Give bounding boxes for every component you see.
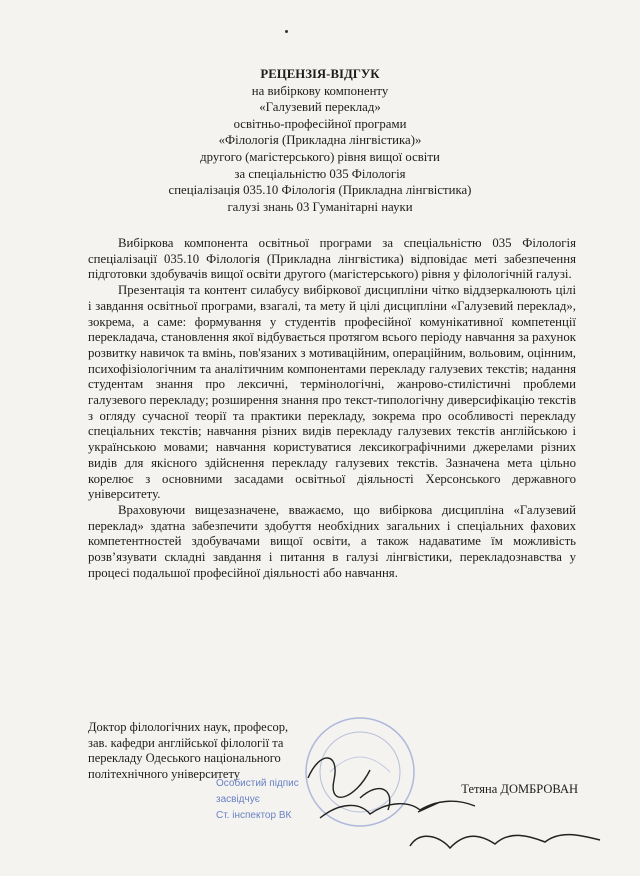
header-line: спеціалізація 035.10 Філологія (Прикладна лінгвістика) xyxy=(168,183,472,198)
paragraph-1: Вибіркова компонента освітньої програми за спеціальністю 035 Філологія спеціалізації 035.10 Філологія (Прикладна лінгвістика) відповідає меті забезпечення підготовки здобувачів вищої освіти другого (магістерського) рівня у філологічній галузі. xyxy=(88,236,576,282)
document-title: РЕЦЕНЗІЯ-ВІДГУК xyxy=(260,67,380,81)
signatory-name: Тетяна ДОМБРОВАН xyxy=(461,782,578,796)
document-header xyxy=(60,66,580,215)
header-line: другого (магістерського) рівня вищої освіти xyxy=(200,149,440,164)
paragraph-2: Презентація та контент силабусу вибіркової дисципліни чітко віддзеркалюють цілі і завдання освітньої програми, взагалі, та мету й цілі дисципліни «Галузевий переклад», зокрема, а саме: формування у студентів професійної комунікативної компетенції перекладача, становлення якої відбувається протягом всього періоду навчання за рахунок розвитку навичок та вмінь, пов'язаних з мотиваційним, операційним, вольовим, оцінним, психофізіологічним та аналітичним компонентами перекладу галузевих текстів; надання студентам знання про лексичні, термінологічні, жанрово-стилістичні проблеми галузевого перекладу; розширення знання про текст-типологічну диверсифікацію текстів з огляду сучасної теорії та практики перекладу, зокрема про особливості перекладу спеціальних текстів; навчання різних видів перекладу галузевих текстів англійською і українською мовами; навчання користуватися лексикографічними джерелами різних видів для якісного здійснення перекладу галузевих текстів. Зазначена мета цільно корелює з основними засадами освітньої діяльності Херсонського державного університету. xyxy=(88,283,576,502)
ink-speck xyxy=(285,30,288,33)
header-line: галузі знань 03 Гуманітарні науки xyxy=(227,199,413,214)
stamp-line: засвідчує xyxy=(216,794,260,805)
signatory-title-line: Доктор філологічних наук, професор, xyxy=(88,720,289,734)
header-line: на вибіркову компоненту xyxy=(251,83,389,98)
header-line: за спеціальністю 035 Філологія xyxy=(234,166,406,181)
header-line: «Галузевий переклад» xyxy=(259,100,381,115)
stamp-line: Особистий підпис xyxy=(216,778,299,789)
header-line: освітньо-професійної програми xyxy=(233,116,407,131)
handwritten-signatures xyxy=(300,740,620,860)
document-body xyxy=(88,236,576,581)
stamp-line: Ст. інспектор ВК xyxy=(216,810,292,821)
header-line: «Філологія (Прикладна лінгвістика)» xyxy=(218,133,422,148)
signatory-title-line: політехнічного університету xyxy=(88,766,240,781)
signatory-title-line: зав. кафедри англійської філології та xyxy=(88,735,284,750)
signatory-title-line: перекладу Одеського національного xyxy=(88,751,281,765)
paragraph-3: Враховуючи вищезазначене, вважаємо, що вибіркова дисципліна «Галузевий переклад» здатна забезпечити здобуття необхідних загальних і спеціальних фахових компетентностей здобувачами вищої освіти, а також надаватиме їм можливість розв’язувати складні завдання і питання в галузі лінгвістики, перекладознавства у процесі подальшої професійної діяльності або навчання. xyxy=(88,502,576,580)
